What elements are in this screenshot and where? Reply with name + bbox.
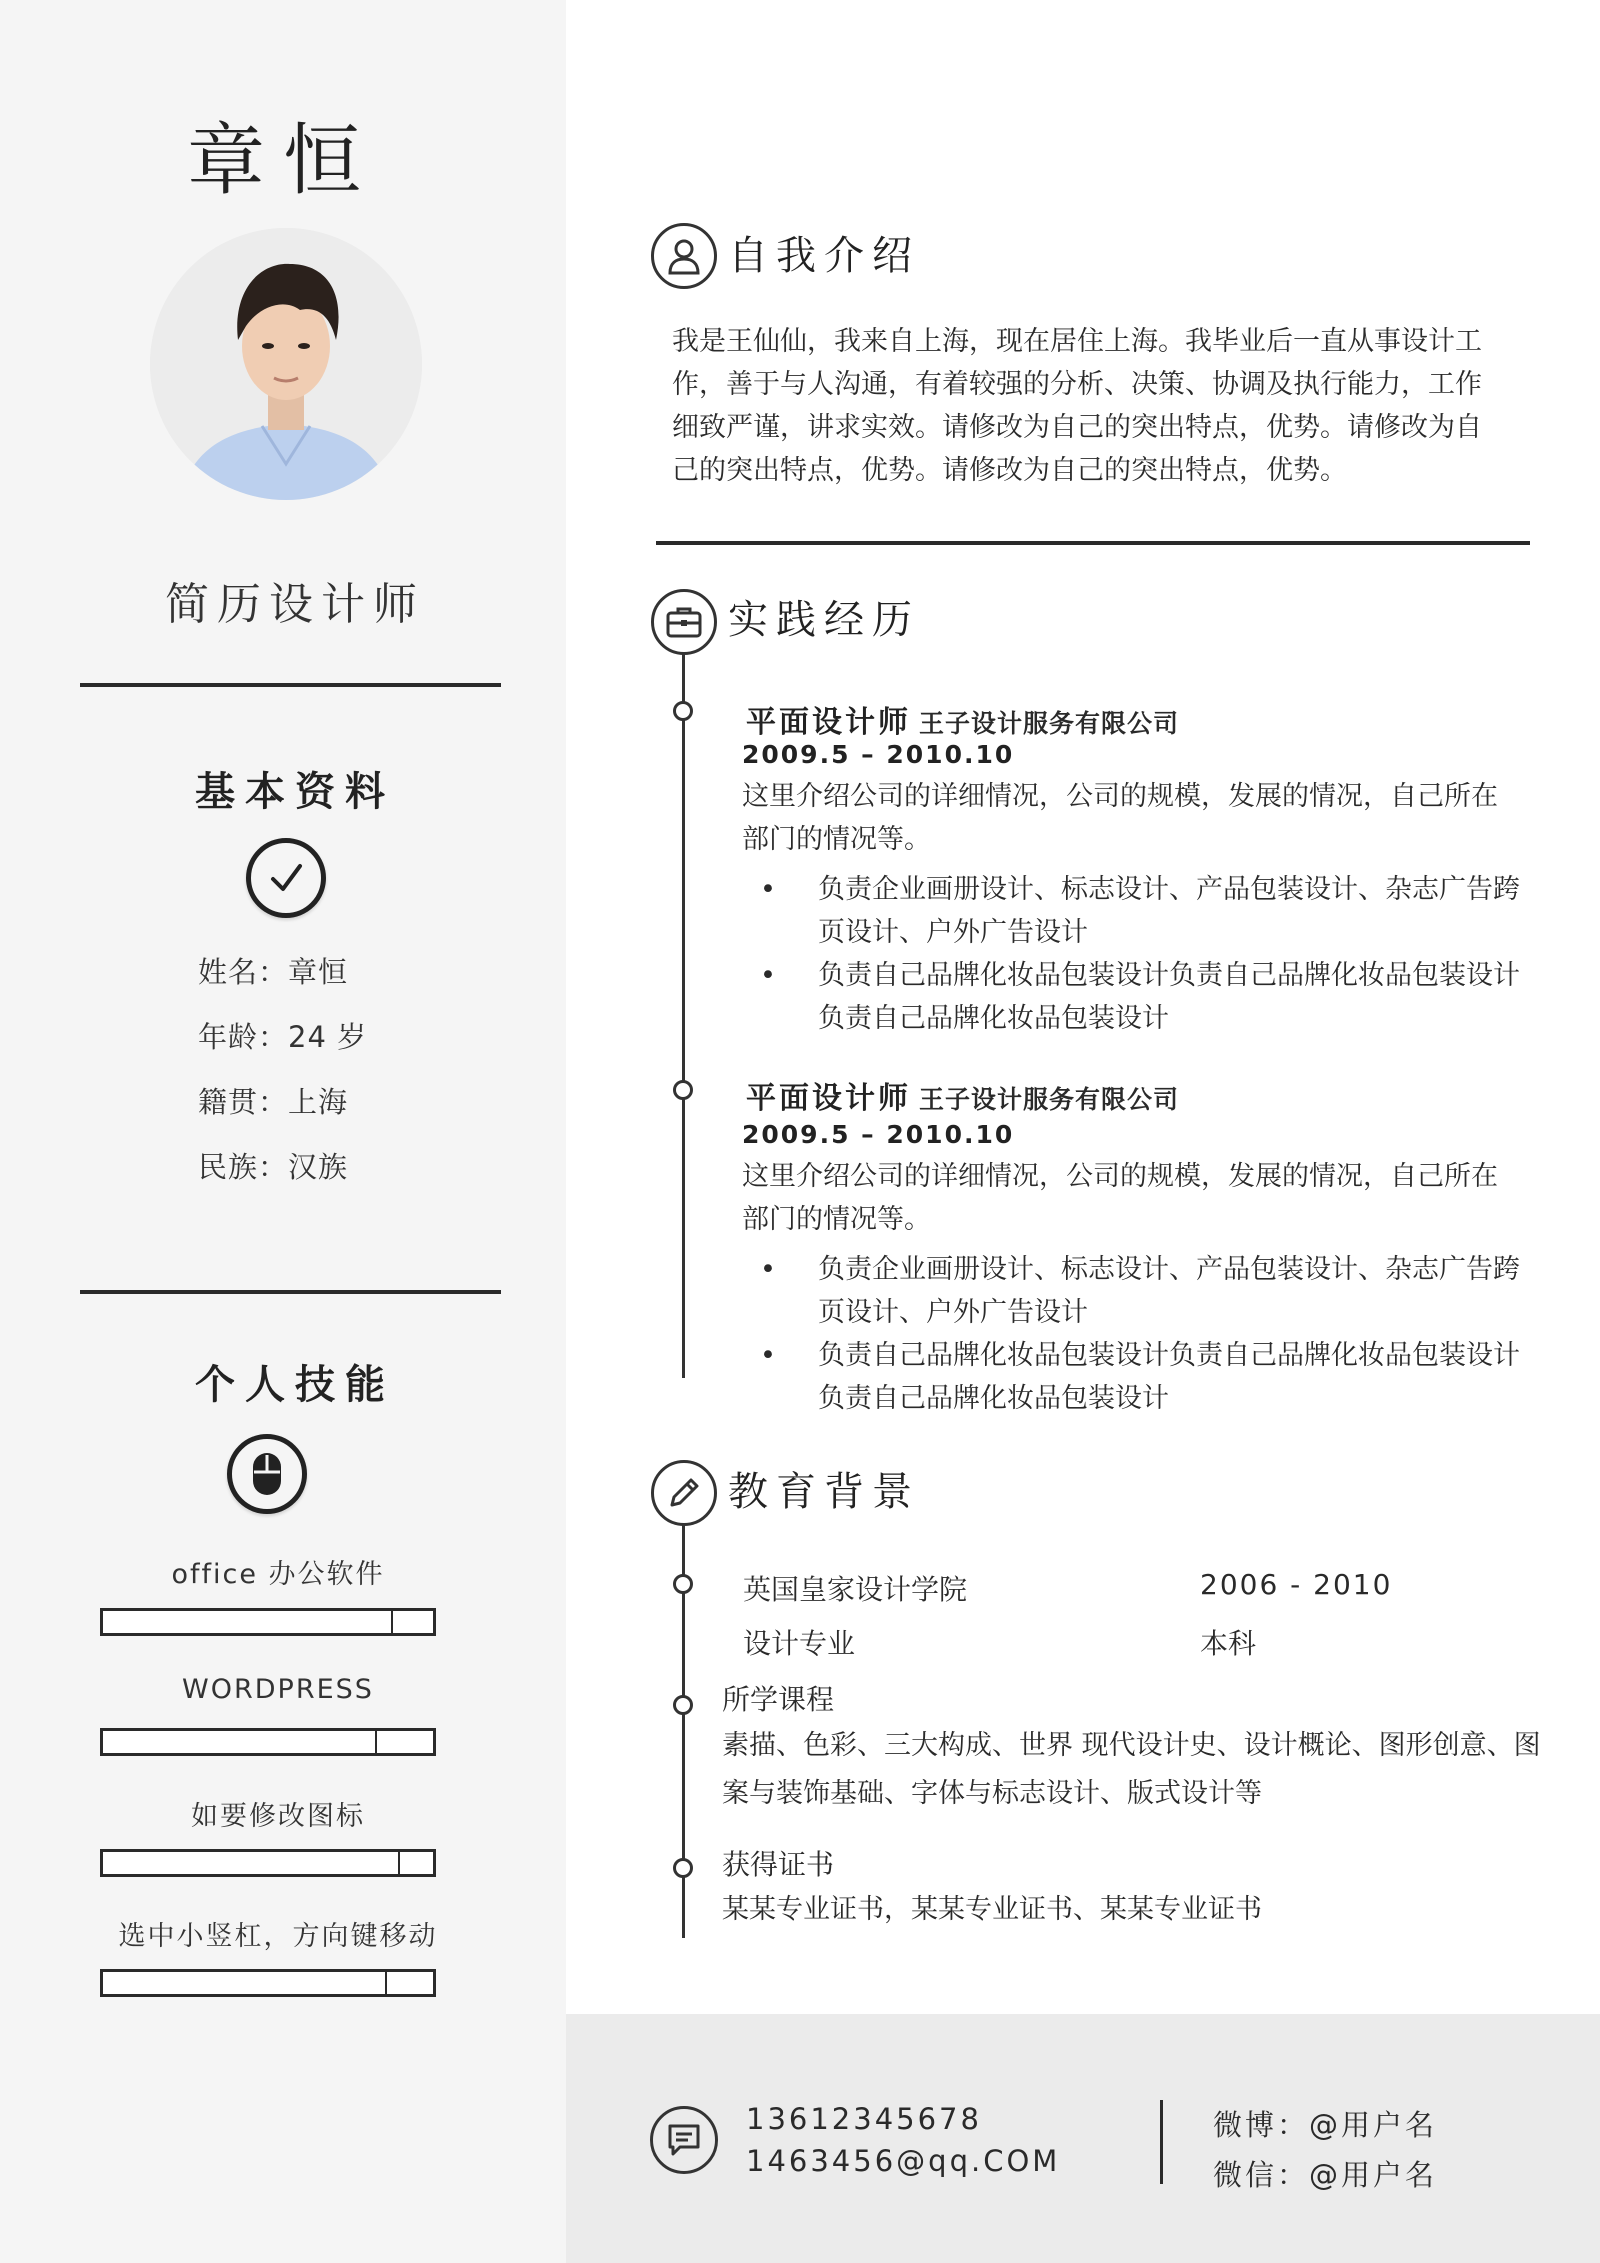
certs-title: 获得证书 [722, 1848, 835, 1881]
skill-label: office 办公软件 [171, 1559, 385, 1590]
list-item: • 负责企业画册设计、标志设计、产品包装设计、杂志广告跨 页设计、户外广告设计 [742, 1248, 1562, 1334]
intro-text [672, 320, 1532, 492]
skill-level-marker[interactable] [103, 1972, 387, 1994]
courses-line: 案与装饰基础、字体与标志设计、版式设计等 [722, 1778, 1262, 1809]
job-date: 2009.5 – 2010.10 [742, 740, 1015, 769]
skill-label: 如要修改图标 [191, 1801, 365, 1832]
info-age: 年龄：24 岁 [198, 1020, 368, 1054]
skill-bar [100, 1969, 436, 1997]
skill-bar [100, 1849, 436, 1877]
skill-level-marker[interactable] [103, 1731, 377, 1753]
social-details [1213, 2100, 1437, 2200]
education-title: 教育背景 [728, 1469, 920, 1515]
job-description-line: 部门的情况等。 [742, 1204, 931, 1235]
job-company: 王子设计服务有限公司 [919, 1085, 1180, 1114]
timeline-node [673, 1858, 693, 1878]
list-item: • 负责自己品牌化妆品包装设计负责自己品牌化妆品包装设计 负责自己品牌化妆品包装设计 [742, 1334, 1562, 1420]
skill-level-marker[interactable] [103, 1852, 400, 1874]
skill-bar [100, 1728, 436, 1756]
person-icon [651, 223, 717, 289]
info-ethnicity: 民族：汉族 [198, 1150, 349, 1184]
school-name: 英国皇家设计学院 [743, 1573, 968, 1606]
skill-level-marker[interactable] [103, 1611, 393, 1633]
courses-line: 素描、色彩、三大构成、世界 现代设计史、设计概论、图形创意、图 [722, 1730, 1541, 1761]
job-bullets [742, 1248, 1562, 1420]
list-item: • 负责自己品牌化妆品包装设计负责自己品牌化妆品包装设计 负责自己品牌化妆品包装设计 [742, 954, 1562, 1040]
experience-timeline [682, 650, 685, 1378]
degree: 本科 [1200, 1627, 1257, 1660]
sidebar-divider [80, 1290, 501, 1294]
job-title: 平面设计师 [746, 1081, 911, 1116]
pencil-icon [651, 1460, 717, 1526]
intro-line: 我是王仙仙，我来自上海，现在居住上海。我毕业后一直从事设计工 [672, 326, 1482, 357]
role-title: 简历设计师 [165, 579, 425, 630]
timeline-node [673, 1695, 693, 1715]
timeline-node [673, 1080, 693, 1100]
intro-title: 自我介绍 [728, 233, 920, 279]
job-description [742, 775, 1562, 861]
timeline-node [673, 701, 693, 721]
job-company: 王子设计服务有限公司 [919, 709, 1180, 738]
candidate-name: 章恒 [186, 116, 379, 206]
contact-details [746, 2098, 1060, 2182]
skill-bar [100, 1608, 436, 1636]
weibo-handle: 微博：@用户名 [1213, 2108, 1438, 2142]
job-heading [746, 697, 1179, 741]
job-description-line: 部门的情况等。 [742, 824, 931, 855]
job-bullets [742, 868, 1562, 1040]
sidebar-divider [80, 683, 501, 687]
timeline-node [673, 1574, 693, 1594]
briefcase-icon [651, 589, 717, 655]
courses-title: 所学课程 [722, 1683, 835, 1716]
list-item: • 负责企业画册设计、标志设计、产品包装设计、杂志广告跨 页设计、户外广告设计 [742, 868, 1562, 954]
skills-heading: 个人技能 [195, 1362, 395, 1408]
checkmark-icon [246, 838, 326, 918]
certs-text: 某某专业证书，某某专业证书、某某专业证书 [722, 1894, 1262, 1925]
mouse-icon [227, 1434, 307, 1514]
intro-line: 己的突出特点，优势。请修改为自己的突出特点，优势。 [672, 455, 1347, 486]
basic-info-heading: 基本资料 [195, 769, 395, 815]
intro-line: 作，善于与人沟通，有着较强的分析、决策、协调及执行能力，工作 [672, 369, 1482, 400]
intro-line: 细致严谨，讲求实效。请修改为自己的突出特点，优势。请修改为自 [672, 412, 1482, 443]
contact-bar [566, 2014, 1600, 2263]
info-name: 姓名：章恒 [198, 955, 349, 989]
info-hometown: 籍贯：上海 [198, 1085, 349, 1119]
email-address[interactable]: 1463456@qq.COM [746, 2144, 1061, 2178]
job-description [742, 1155, 1562, 1241]
avatar [150, 228, 422, 500]
section-divider [656, 541, 1530, 545]
major: 设计专业 [743, 1627, 856, 1660]
job-heading [746, 1073, 1179, 1117]
school-years: 2006 - 2010 [1200, 1568, 1393, 1601]
contact-divider [1160, 2100, 1163, 2184]
skill-label: 选中小竖杠，方向键移动 [118, 1921, 438, 1952]
job-description-line: 这里介绍公司的详细情况，公司的规模，发展的情况，自己所在 [742, 1161, 1498, 1192]
job-description-line: 这里介绍公司的详细情况，公司的规模，发展的情况，自己所在 [742, 781, 1498, 812]
job-title: 平面设计师 [746, 705, 911, 740]
wechat-handle: 微信：@用户名 [1213, 2158, 1438, 2192]
phone-number[interactable]: 13612345678 [746, 2102, 982, 2136]
skill-label: WORDPRESS [182, 1674, 374, 1705]
message-icon [650, 2106, 718, 2174]
job-date: 2009.5 – 2010.10 [742, 1120, 1015, 1149]
courses-text [722, 1722, 1582, 1818]
experience-title: 实践经历 [728, 597, 920, 643]
